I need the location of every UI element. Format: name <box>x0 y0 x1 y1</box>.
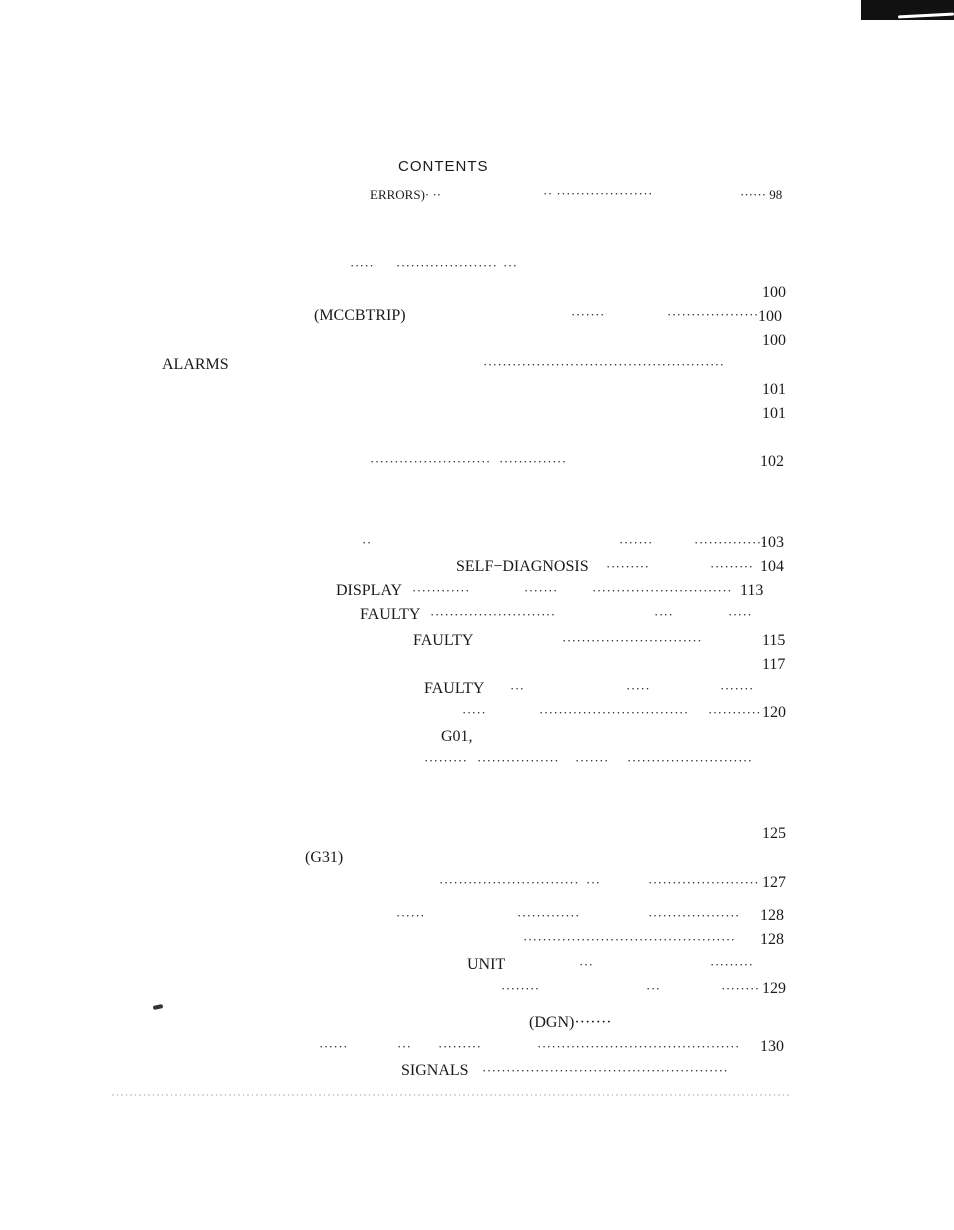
toc-page-number: 102 <box>760 453 784 470</box>
toc-leader-dots: ········· <box>606 559 650 574</box>
toc-leader-dots: ······· <box>571 307 605 322</box>
toc-entry-label: FAULTY <box>424 680 485 697</box>
toc-leader-dots: ··· <box>503 258 518 273</box>
toc-leader-dots: ········· <box>438 1039 482 1054</box>
toc-entry-label: SELF−DIAGNOSIS <box>456 558 589 575</box>
toc-leader-dots: ········· <box>710 559 754 574</box>
toc-leader-dots: ····························· <box>562 633 703 648</box>
scan-noise-rule <box>112 1094 790 1096</box>
toc-leader-dots: ····· <box>626 681 651 696</box>
toc-leader-dots: ··················································· <box>482 1063 729 1078</box>
toc-page-number: 128 <box>760 931 784 948</box>
toc-leader-dots: ····· <box>728 607 753 622</box>
toc-page-number: 103 <box>760 534 784 551</box>
toc-page-number: 125 <box>762 825 786 842</box>
toc-leader-dots: ··· <box>397 1039 412 1054</box>
toc-entry-label: FAULTY <box>413 632 474 649</box>
toc-leader-dots: ·················································· <box>483 357 725 372</box>
toc-leader-dots: ·············· <box>499 454 567 469</box>
toc-leader-dots: ·························· <box>627 753 753 768</box>
toc-entry-label: (MCCBTRIP) <box>314 307 406 324</box>
toc-entry-label: ALARMS <box>162 356 229 373</box>
toc-leader-dots: ··· <box>510 681 525 696</box>
toc-leader-dots: ······ <box>319 1039 348 1054</box>
scan-smudge <box>153 1004 164 1010</box>
toc-leader-dots: ····················· <box>396 258 498 273</box>
toc-leader-dots: ··· <box>579 957 594 972</box>
toc-leader-dots: ·········································· <box>537 1039 740 1054</box>
toc-leader-dots: ······· <box>524 583 558 598</box>
toc-leader-dots: ··················· <box>667 307 759 322</box>
page-title: CONTENTS <box>398 158 489 175</box>
toc-page-number: 100 <box>762 332 786 349</box>
toc-entry-label: (G31) <box>305 849 344 866</box>
toc-leader-dots: ········ <box>721 981 760 996</box>
toc-page-number: 120 <box>762 704 786 721</box>
toc-leader-dots: ················· <box>477 753 560 768</box>
toc-page-number: 128 <box>760 907 784 924</box>
toc-leader-dots: ······· <box>720 681 754 696</box>
toc-leader-dots: ············································ <box>523 932 736 947</box>
toc-entry-label: G01, <box>441 728 473 745</box>
toc-leader-dots: ········ <box>501 981 540 996</box>
toc-leader-dots: ··········· <box>708 705 762 720</box>
toc-page-number: 130 <box>760 1038 784 1055</box>
toc-leader-dots: ·· <box>362 535 372 550</box>
toc-leader-dots: ············· <box>517 908 580 923</box>
toc-leader-dots: ························· <box>370 454 491 469</box>
toc-page-number: 117 <box>762 656 786 673</box>
toc-entry-label: ERRORS)· ·· <box>370 187 442 202</box>
toc-page-number: 104 <box>760 558 784 575</box>
toc-leader-dots: ···· <box>654 607 674 622</box>
toc-leader-dots: ········· <box>424 753 468 768</box>
toc-entry-label: (DGN)······· <box>529 1014 612 1031</box>
toc-page-number: 115 <box>762 632 786 649</box>
toc-leader-dots: ··················· <box>648 908 740 923</box>
toc-leader-dots: ············ <box>412 583 470 598</box>
toc-entry-label: DISPLAY <box>336 582 403 599</box>
toc-leader-dots: ······· <box>619 535 653 550</box>
toc-entry-label: FAULTY <box>360 606 421 623</box>
toc-leader-dots: ······· <box>575 753 609 768</box>
toc-leader-dots: ·· ···················· <box>543 186 653 201</box>
toc-entry-label: UNIT <box>467 956 506 973</box>
toc-leader-dots: ······ <box>396 908 425 923</box>
toc-leader-dots: ·························· <box>430 607 556 622</box>
toc-page-number: ······ 98 <box>740 187 783 202</box>
toc-page-number: 101 <box>762 405 786 422</box>
toc-page-number: 101 <box>762 381 786 398</box>
toc-page-number: 100 <box>758 308 782 325</box>
toc-leader-dots: ····· <box>462 705 487 720</box>
toc-leader-dots: ··· <box>586 875 601 890</box>
toc-leader-dots: ··············· <box>694 535 767 550</box>
toc-leader-dots: ······················· <box>648 875 760 890</box>
toc-page-number: 127 <box>762 874 786 891</box>
toc-leader-dots: ········· <box>710 957 754 972</box>
toc-entry-label: SIGNALS <box>401 1062 469 1079</box>
toc-leader-dots: ····························· <box>592 583 733 598</box>
toc-leader-dots: ··· <box>646 981 661 996</box>
toc-leader-dots: ······························· <box>539 705 689 720</box>
toc-page-number: 100 <box>762 284 786 301</box>
toc-leader-dots: ····························· <box>439 875 580 890</box>
toc-page-number: 129 <box>762 980 786 997</box>
toc-page-number: 113 <box>740 582 764 599</box>
toc-leader-dots: ····· <box>350 258 375 273</box>
